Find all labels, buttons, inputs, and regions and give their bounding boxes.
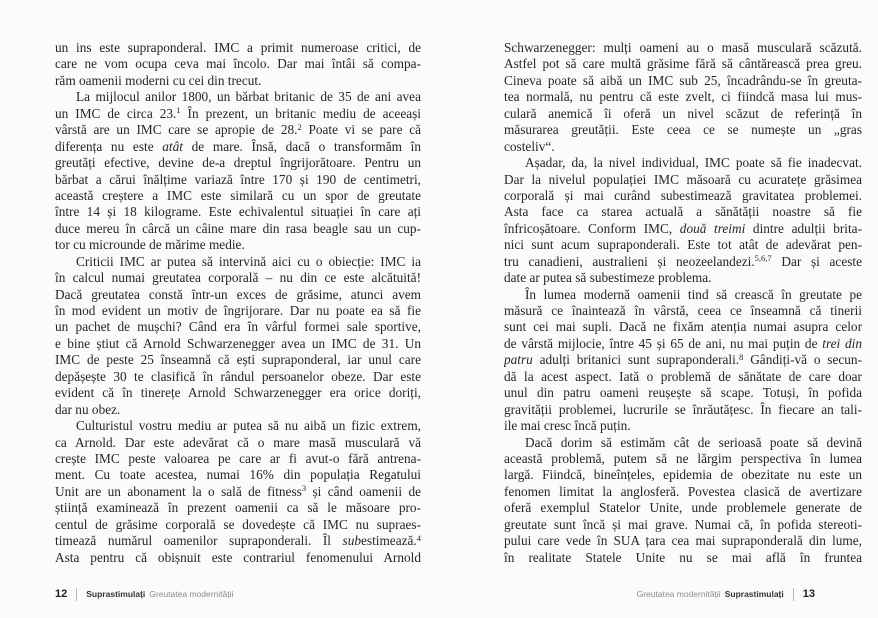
text-line: ca Arnold. Dar este adevărat că o mare masă musculară vă bbox=[55, 434, 421, 450]
text-line: bărbat a cărui înălțime variază între 170 și 190 de centimetri, bbox=[55, 171, 421, 187]
text-line: tor cu microunde de mărime medie. bbox=[55, 237, 245, 253]
text-line: între 14 și 18 kilograme. Este echivalentul situației în care ați bbox=[55, 204, 421, 220]
text-line: în calcul numai greutatea corporală – nu din ce este alcătuită! bbox=[55, 270, 421, 286]
text-line: această creștere a IMC este similară cu un spor de greutate bbox=[55, 187, 421, 203]
text-line: Dacă dorim să estimăm cât de serioasă poate să devină bbox=[525, 434, 862, 450]
left-page-text bbox=[55, 40, 421, 566]
text-line: răm oamenii moderni cu cei din trecut. bbox=[55, 72, 262, 88]
text-line: În lumea modernă oamenii tind să crească în greutate pe bbox=[525, 286, 862, 302]
text-line: Cineva poate să aibă un IMC sub 25, încadrându-se în greuta- bbox=[504, 72, 862, 88]
text-line: costeliv“. bbox=[504, 138, 555, 154]
text-line: nici sunt acum supraponderali. Este tot atât de adevărat pen- bbox=[504, 237, 862, 253]
text-line: largă. Fiindcă, bineînțeles, epidemia de obezitate nu este un bbox=[504, 467, 862, 483]
right-page-number: 13 bbox=[802, 588, 815, 600]
text-line: tea normală, nu pentru că este zvelt, ci fiindcă masa lui mus- bbox=[504, 89, 862, 105]
text-line: unul din patru oameni reușește să scape. Totuși, în pofida bbox=[504, 385, 862, 401]
text-line: Unit are un abonament la o sală de fitness$^3$ și când oamenii de bbox=[55, 483, 421, 499]
text-line: fenomen limitat la anglosferă. Povestea clasică de avertizare bbox=[504, 483, 862, 499]
text-line: evident că în tinerețe Arnold Schwarzenegger era orice doriți, bbox=[55, 385, 421, 401]
text-line: patru adulți britanici sunt supraponderali.$^8$ Gândiți-vă o secun- bbox=[504, 352, 862, 368]
text-line: ment. Cu toate acestea, numai 16% din populația Regatului bbox=[55, 467, 421, 483]
text-line: dar nu obez. bbox=[55, 401, 121, 417]
chapter-title: Greutatea modernității bbox=[149, 589, 234, 599]
text-line: duce mereu în cârcă un câine mare din rasa beagle sau un cup- bbox=[55, 220, 421, 236]
text-line: Astfel pot să care multă grăsime fără să cântărească prea greu. bbox=[504, 56, 862, 72]
text-line: IMC de peste 25 înseamnă că ești supraponderal, iar unul care bbox=[55, 352, 421, 368]
book-title: Suprastimulați bbox=[86, 589, 146, 599]
right-page-text bbox=[504, 40, 862, 566]
text-line: Culturistul vostru mediu ar putea să nu aibă un fizic extrem, bbox=[76, 418, 421, 434]
text-line: în mod evident un motiv de îngrijorare. Dar nu poate ea să fie bbox=[55, 303, 421, 318]
text-line: în realitate Statele Unite nu se mai află în fruntea bbox=[504, 549, 862, 565]
text-line: e bine știut că Arnold Schwarzenegger avea un IMC de 31. Un bbox=[55, 335, 421, 351]
text-line: tru canadieni, australieni și neozeelandezi.$^{5,6,7}$ Dar și aceste bbox=[504, 253, 862, 269]
text-line: de vârstă mijlocie, între 45 și 65 de ani, nu mai puțin de trei din bbox=[504, 335, 862, 351]
left-page-number: 12 bbox=[55, 588, 68, 600]
text-line: diferența nu este atât de mare. Însă, dacă o transformăm în bbox=[55, 138, 421, 154]
text-line: gravității problemei, lucrurile se înrăutățesc. În fiecare an tali- bbox=[504, 401, 862, 417]
text-line: greutăți efective, devine de-a dreptul îngrijorătoare. Pentru un bbox=[55, 155, 421, 171]
text-line: înfricoșătoare. Conform IMC, două treimi dintre adulții brita- bbox=[504, 220, 862, 236]
footer-divider bbox=[793, 588, 794, 601]
text-line: un IMC de circa 23.$^1$ În prezent, un britanic mediu de aceeași bbox=[55, 105, 421, 121]
chapter-title: Greutatea modernității bbox=[636, 589, 721, 599]
text-line: Criticii IMC ar putea să intervină aici cu o obiecție: IMC ia bbox=[76, 253, 421, 269]
text-line: corporală și mai curând subestimează gravitatea problemei. bbox=[504, 187, 862, 203]
text-line: Asta pentru că obișnuit este contrariul fenomenului Arnold bbox=[55, 549, 421, 565]
text-line: Schwarzenegger: mulți oameni au o masă musculară scăzută. bbox=[504, 40, 862, 55]
text-line: La mijlocul anilor 1800, un bărbat britanic de 35 de ani avea bbox=[76, 89, 421, 105]
text-line: vârstă are un IMC care se apropie de 28.$^2$ Poate vi se pare că bbox=[55, 122, 421, 138]
text-line: Dar la nivelul populației IMC măsoară cu acuratețe grăsimea bbox=[504, 171, 862, 187]
text-line: crește IMC peste valoarea pe care ar fi avut-o fără antrena- bbox=[55, 450, 421, 466]
footer-divider bbox=[76, 588, 77, 601]
text-line: un ins este supraponderal. IMC a primit numeroase critici, de bbox=[55, 40, 421, 55]
text-line: centul de grăsime corporală se dovedește că IMC nu supraes- bbox=[55, 516, 421, 532]
text-line: dă la acest aspect. Iată o problemă de sănătate de care doar bbox=[504, 368, 862, 384]
text-line: sunt cei mai supli. Dacă ne fixăm atenția numai asupra celor bbox=[504, 319, 862, 335]
text-line: greutate sunt încă și mai grave. Numai că, în pofida stereoti- bbox=[504, 516, 862, 532]
text-line: ile mai cresc încă puțin. bbox=[504, 418, 631, 434]
text-line: oferă exemplul Statelor Unite, unde problemele generate de bbox=[504, 500, 862, 516]
text-line: care ne vom ocupa ceva mai încolo. Dar mai întâi să compa- bbox=[55, 56, 421, 72]
left-page-footer bbox=[55, 586, 233, 602]
book-title: Suprastimulați bbox=[724, 589, 784, 599]
text-line: știință examinează în prezent oamenii ca să le măsoare pro- bbox=[55, 500, 421, 516]
text-line: depășește 30 te clasifică în rândul persoanelor obeze. Dar este bbox=[55, 368, 421, 384]
text-line: un pachet de mușchi? Când era în vârful formei sale sportive, bbox=[55, 319, 421, 335]
right-page-footer bbox=[637, 586, 815, 602]
text-line: culară anemică îi oferă un nivel scăzut de referință în bbox=[504, 105, 862, 121]
text-line: Dacă greutatea constă într-un exces de grăsime, atunci avem bbox=[55, 286, 421, 302]
text-line: această problemă, putem să ne lărgim perspectiva în lumea bbox=[504, 450, 862, 466]
text-line: Așadar, da, la nivel individual, IMC poate să fie inadecvat. bbox=[525, 155, 862, 171]
text-line: măsurarea greutății. Este ceea ce se numește un „gras bbox=[504, 122, 862, 138]
text-line: Asta face ca starea actuală a sănătății noastre să fie bbox=[504, 204, 862, 220]
text-line: date ar putea să subestimeze problema. bbox=[504, 270, 712, 286]
text-line: timează numărul oamenilor supraponderali. Îl subestimează.$^4$ bbox=[55, 533, 421, 549]
text-line: pului care vede în SUA țara cea mai supraponderală din lume, bbox=[504, 533, 862, 549]
text-line: măsură ce înaintează în vârstă, ceea ce înseamnă că tinerii bbox=[504, 303, 862, 318]
